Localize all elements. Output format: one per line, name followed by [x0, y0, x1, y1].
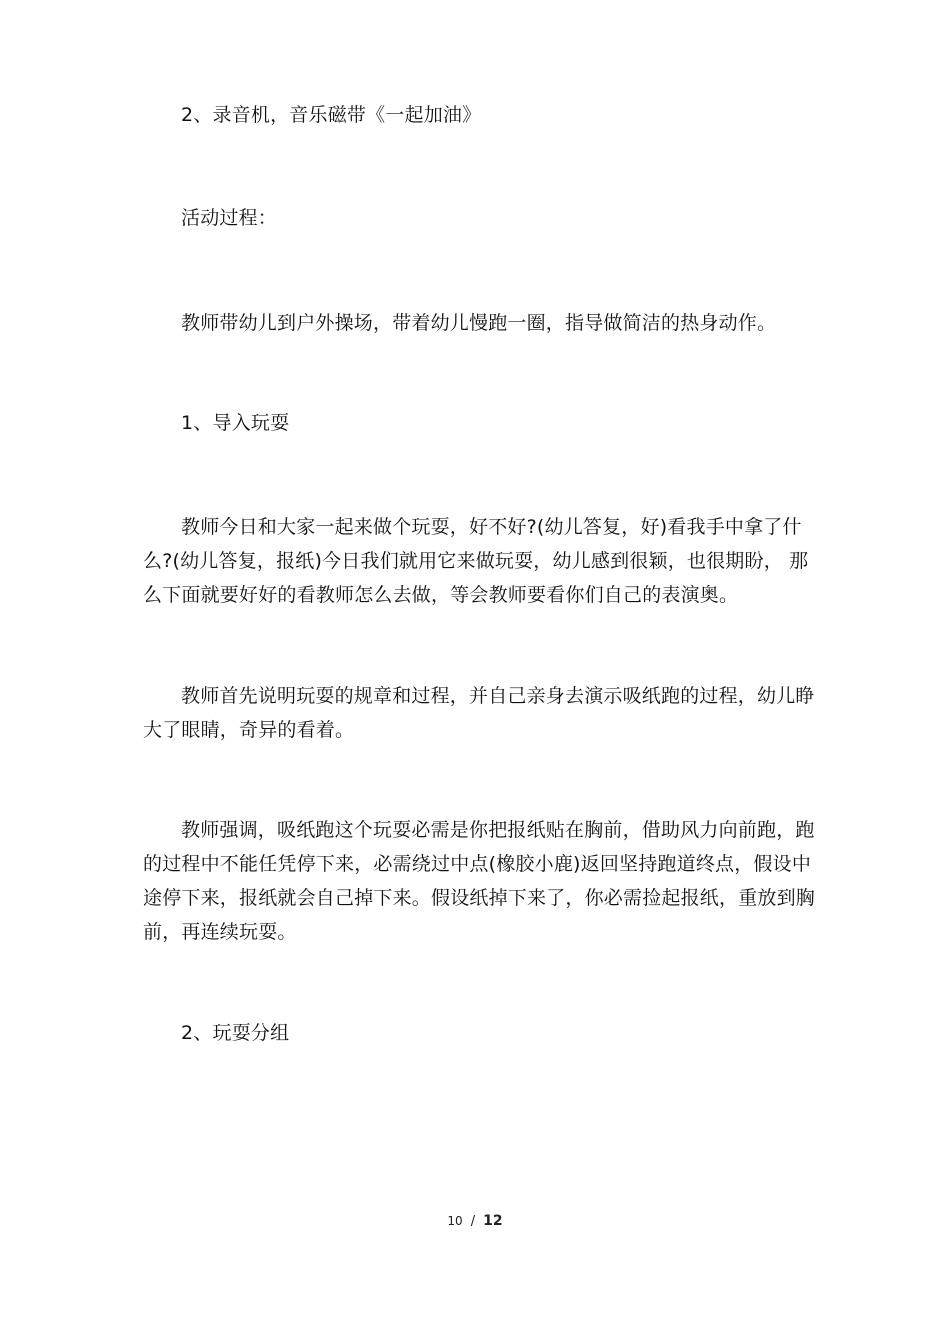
materials-item-2: 2、录音机，音乐磁带《一起加油》: [181, 104, 482, 126]
current-page: 10: [447, 1214, 463, 1228]
intro-paragraph: 教师今日和大家一起来做个玩耍，好不好?(幼儿答复，好)看我手中拿了什么?(幼儿答复，报纸)今日我们就用它来做玩耍，幼儿感到很颖，也很期盼， 那么下面就要好好的看教师怎么去做，等会教师要看你们自己的表演奥。: [143, 516, 809, 606]
page-separator: /: [470, 1214, 476, 1229]
warmup-paragraph: 教师带幼儿到户外操场，带着幼儿慢跑一圈，指导做简洁的热身动作。: [181, 312, 777, 334]
total-pages: 12: [483, 1213, 503, 1229]
step-heading-2: 2、玩耍分组: [181, 1022, 290, 1044]
emphasis-paragraph: 教师强调，吸纸跑这个玩耍必需是你把报纸贴在胸前，借助风力向前跑，跑的过程中不能任凭停下来，必需绕过中点(橡胶小鹿)返回坚持跑道终点，假设中途停下来，报纸就会自己掉下来。假设纸掉下来了，你必需捡起报纸，重放到胸前，再连续玩耍。: [143, 819, 816, 943]
rules-paragraph: 教师首先说明玩耍的规章和过程，并自己亲身去演示吸纸跑的过程，幼儿睁大了眼睛，奇异的看着。: [143, 685, 815, 741]
section-heading-process: 活动过程：: [181, 207, 278, 229]
step-heading-1: 1、导入玩耍: [181, 412, 290, 434]
page-number: [0, 1213, 950, 1229]
